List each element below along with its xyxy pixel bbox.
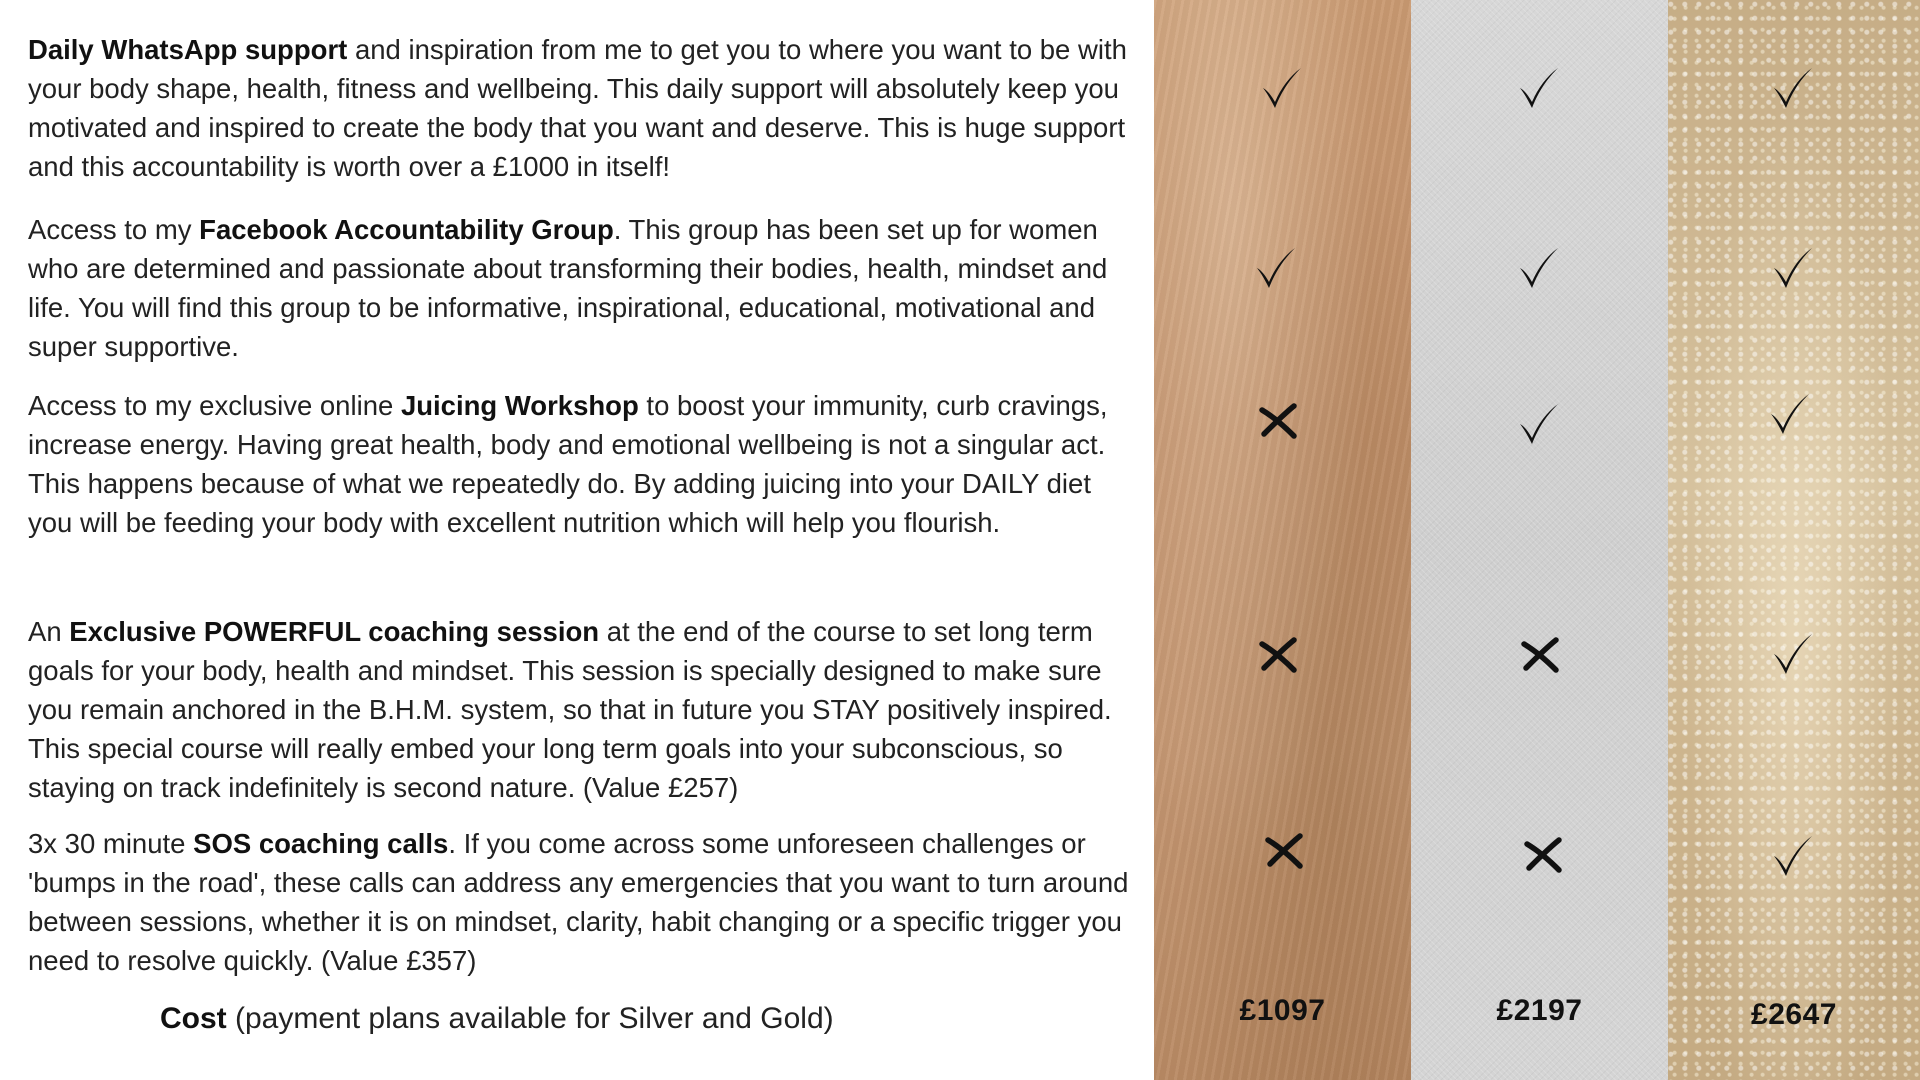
- feature-juicing-workshop: [28, 386, 1138, 542]
- gold-mark-5: [1768, 830, 1818, 880]
- check-icon: [1768, 628, 1818, 678]
- silver-mark-2: [1514, 242, 1564, 292]
- feature-pre-text: Access to my exclusive online: [28, 390, 401, 421]
- gold-mark-3: [1765, 388, 1815, 438]
- silver-mark-5: [1519, 830, 1569, 880]
- check-icon: [1768, 830, 1818, 880]
- check-icon: [1257, 62, 1307, 112]
- feature-whatsapp-support: [28, 30, 1138, 186]
- silver-mark-1: [1514, 62, 1564, 112]
- feature-title: Daily WhatsApp support: [28, 34, 348, 65]
- cross-icon: [1519, 830, 1569, 880]
- feature-pre-text: An: [28, 616, 70, 647]
- gold-mark-2: [1768, 242, 1818, 292]
- tier-column-bronze: [1154, 0, 1411, 1080]
- feature-title: Exclusive POWERFUL coaching session: [69, 616, 600, 647]
- tier-column-silver: [1411, 0, 1668, 1080]
- bronze-mark-4: [1254, 630, 1304, 680]
- check-icon: [1251, 242, 1301, 292]
- feature-description: to boost your immunity, curb cravings, increase energy. Having great health, body and emotional wellbeing is not a singular act. This happens because of what we repeatedly do. By adding juicing into your DAILY diet you will be feeding your body with excellent nutrition which will help you flourish.: [28, 390, 1108, 538]
- check-icon: [1514, 242, 1564, 292]
- silver-price: £2197: [1496, 994, 1583, 1027]
- cross-icon: [1260, 826, 1310, 876]
- feature-coaching-session: [28, 612, 1138, 807]
- gold-price: £2647: [1751, 998, 1837, 1031]
- bronze-mark-5: [1260, 826, 1310, 876]
- feature-pre-text: 3x 30 minute: [28, 828, 194, 859]
- tier-column-gold: [1668, 0, 1920, 1080]
- cost-label: Cost: [160, 1002, 227, 1035]
- cross-icon: [1254, 396, 1304, 446]
- feature-description: at the end of the course to set long term goals for your body, health and mindset. This session is specially designed to make sure you remain anchored in the B.H.M. system, so that in future you STAY positively inspired. This special course will really embed your long term goals into your subconscious, so staying on track indefinitely is second nature. (Value £257): [28, 616, 1112, 803]
- silver-mark-4: [1516, 630, 1566, 680]
- silver-mark-3: [1514, 398, 1564, 448]
- bronze-mark-1: [1257, 62, 1307, 112]
- check-icon: [1514, 62, 1564, 112]
- feature-facebook-group: [28, 210, 1138, 366]
- bronze-mark-2: [1251, 242, 1301, 292]
- feature-description: and inspiration from me to get you to where you want to be with your body shape, health, fitness and wellbeing. This daily support will absolutely keep you motivated and inspired to create the body that you want and deserve. This is huge support and this accountability is worth over a £1000 in itself!: [28, 34, 1127, 182]
- check-icon: [1765, 388, 1815, 438]
- cost-row: [160, 999, 834, 1039]
- feature-title: SOS coaching calls: [193, 828, 449, 859]
- feature-description: . If you come across some unforeseen challenges or 'bumps in the road', these calls can address any emergencies that you want to turn around between sessions, whether it is on mindset, clarity, habit changing or a specific trigger you need to resolve quickly. (Value £357): [28, 828, 1129, 976]
- check-icon: [1768, 242, 1818, 292]
- cross-icon: [1516, 630, 1566, 680]
- cost-note: (payment plans available for Silver and Gold): [226, 1002, 834, 1035]
- feature-pre-text: Access to my: [28, 214, 200, 245]
- bronze-price: £1097: [1239, 994, 1326, 1027]
- gold-mark-1: [1768, 62, 1818, 112]
- gold-mark-4: [1768, 628, 1818, 678]
- bronze-mark-3: [1254, 396, 1304, 446]
- feature-description: . This group has been set up for women who are determined and passionate about transforming their bodies, health, mindset and life. You will find this group to be informative, inspirational, educational, motivational and super supportive.: [28, 214, 1108, 362]
- check-icon: [1768, 62, 1818, 112]
- feature-title: Facebook Accountability Group: [199, 214, 614, 245]
- cross-icon: [1254, 630, 1304, 680]
- feature-title: Juicing Workshop: [400, 390, 639, 421]
- check-icon: [1514, 398, 1564, 448]
- feature-sos-calls: [28, 824, 1138, 980]
